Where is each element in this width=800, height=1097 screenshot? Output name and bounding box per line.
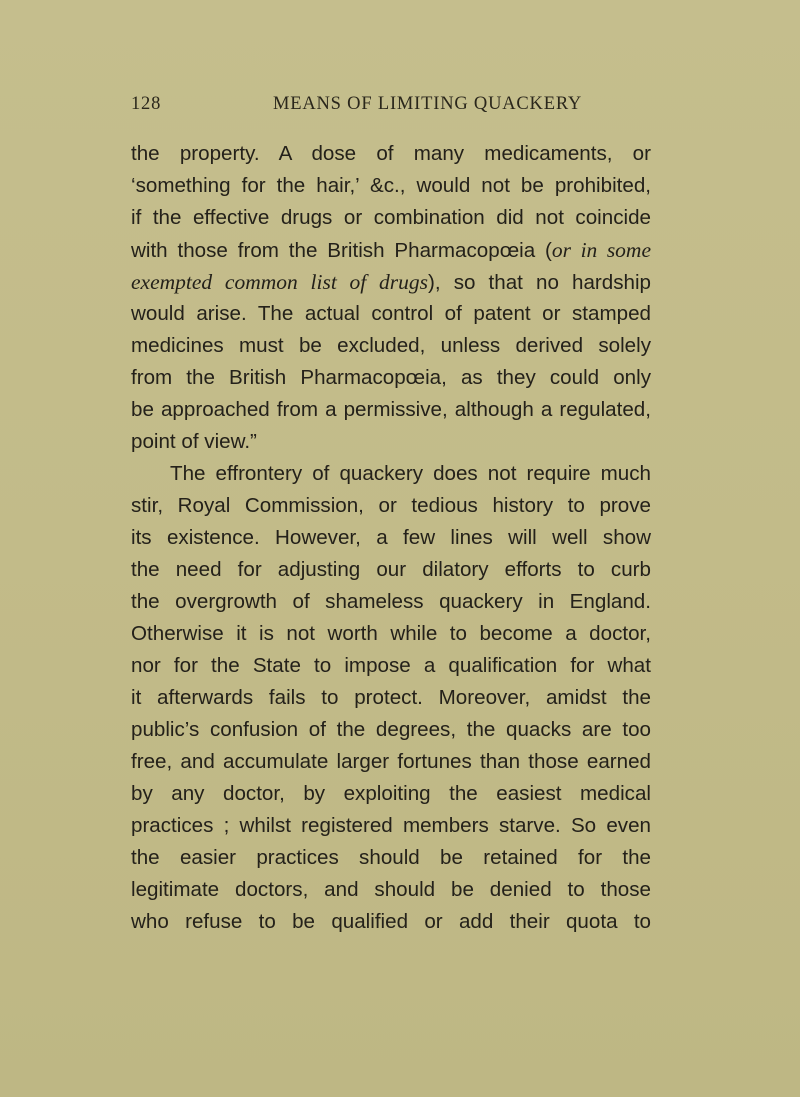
text-line: it afterwards fails to protect. Moreover, amidst the — [131, 686, 651, 709]
text-line: the overgrowth of shameless quackery in England. — [131, 590, 651, 613]
text-line: be approached from a permissive, although a regulated, — [131, 398, 651, 421]
text-line — [131, 266, 651, 298]
paragraph-continuation — [131, 138, 651, 458]
running-title: MEANS OF LIMITING QUACKERY — [273, 94, 583, 114]
text-line: would arise. The actual control of patent or stamped — [131, 302, 651, 325]
text-line: if the effective drugs or combination did not coincide — [131, 206, 651, 229]
text-line: Otherwise it is not worth while to become a doctor, — [131, 622, 651, 645]
text-line: legitimate doctors, and should be denied to those — [131, 878, 651, 901]
running-head — [131, 94, 673, 124]
text-segment: ), so that no hardship — [428, 271, 652, 294]
text-line: free, and accumulate larger fortunes than those earned — [131, 750, 651, 773]
text-line: its existence. However, a few lines will well show — [131, 526, 651, 549]
text-line: point of view.” — [131, 430, 257, 453]
text-line: stir, Royal Commission, or tedious history to prove — [131, 494, 651, 517]
text-line: from the British Pharmacopœia, as they could only — [131, 366, 651, 389]
text-segment: with those from the British Pharmacopœia ( — [131, 239, 552, 262]
italic-text: or in some — [551, 238, 652, 262]
italic-text: exempted common list of drugs — [131, 270, 429, 294]
text-line: ‘something for the hair,’ &c., would not be prohibited, — [131, 174, 651, 197]
text-line: public’s confusion of the degrees, the quacks are too — [131, 718, 651, 741]
text-line: practices ; whilst registered members starve. So even — [131, 814, 651, 837]
paragraph-quackery — [131, 458, 651, 938]
text-line: who refuse to be qualified or add their quota to — [131, 910, 651, 933]
page-number: 128 — [131, 94, 162, 114]
text-line: the property. A dose of many medicaments, or — [131, 142, 651, 165]
text-line: the easier practices should be retained for the — [131, 846, 651, 869]
text-line: by any doctor, by exploiting the easiest medical — [131, 782, 651, 805]
text-line: The effrontery of quackery does not require much — [170, 462, 651, 485]
text-line — [131, 234, 651, 266]
text-line: nor for the State to impose a qualification for what — [131, 654, 651, 677]
body-text — [131, 138, 651, 938]
text-line: the need for adjusting our dilatory efforts to curb — [131, 558, 651, 581]
text-line: medicines must be excluded, unless derived solely — [131, 334, 651, 357]
